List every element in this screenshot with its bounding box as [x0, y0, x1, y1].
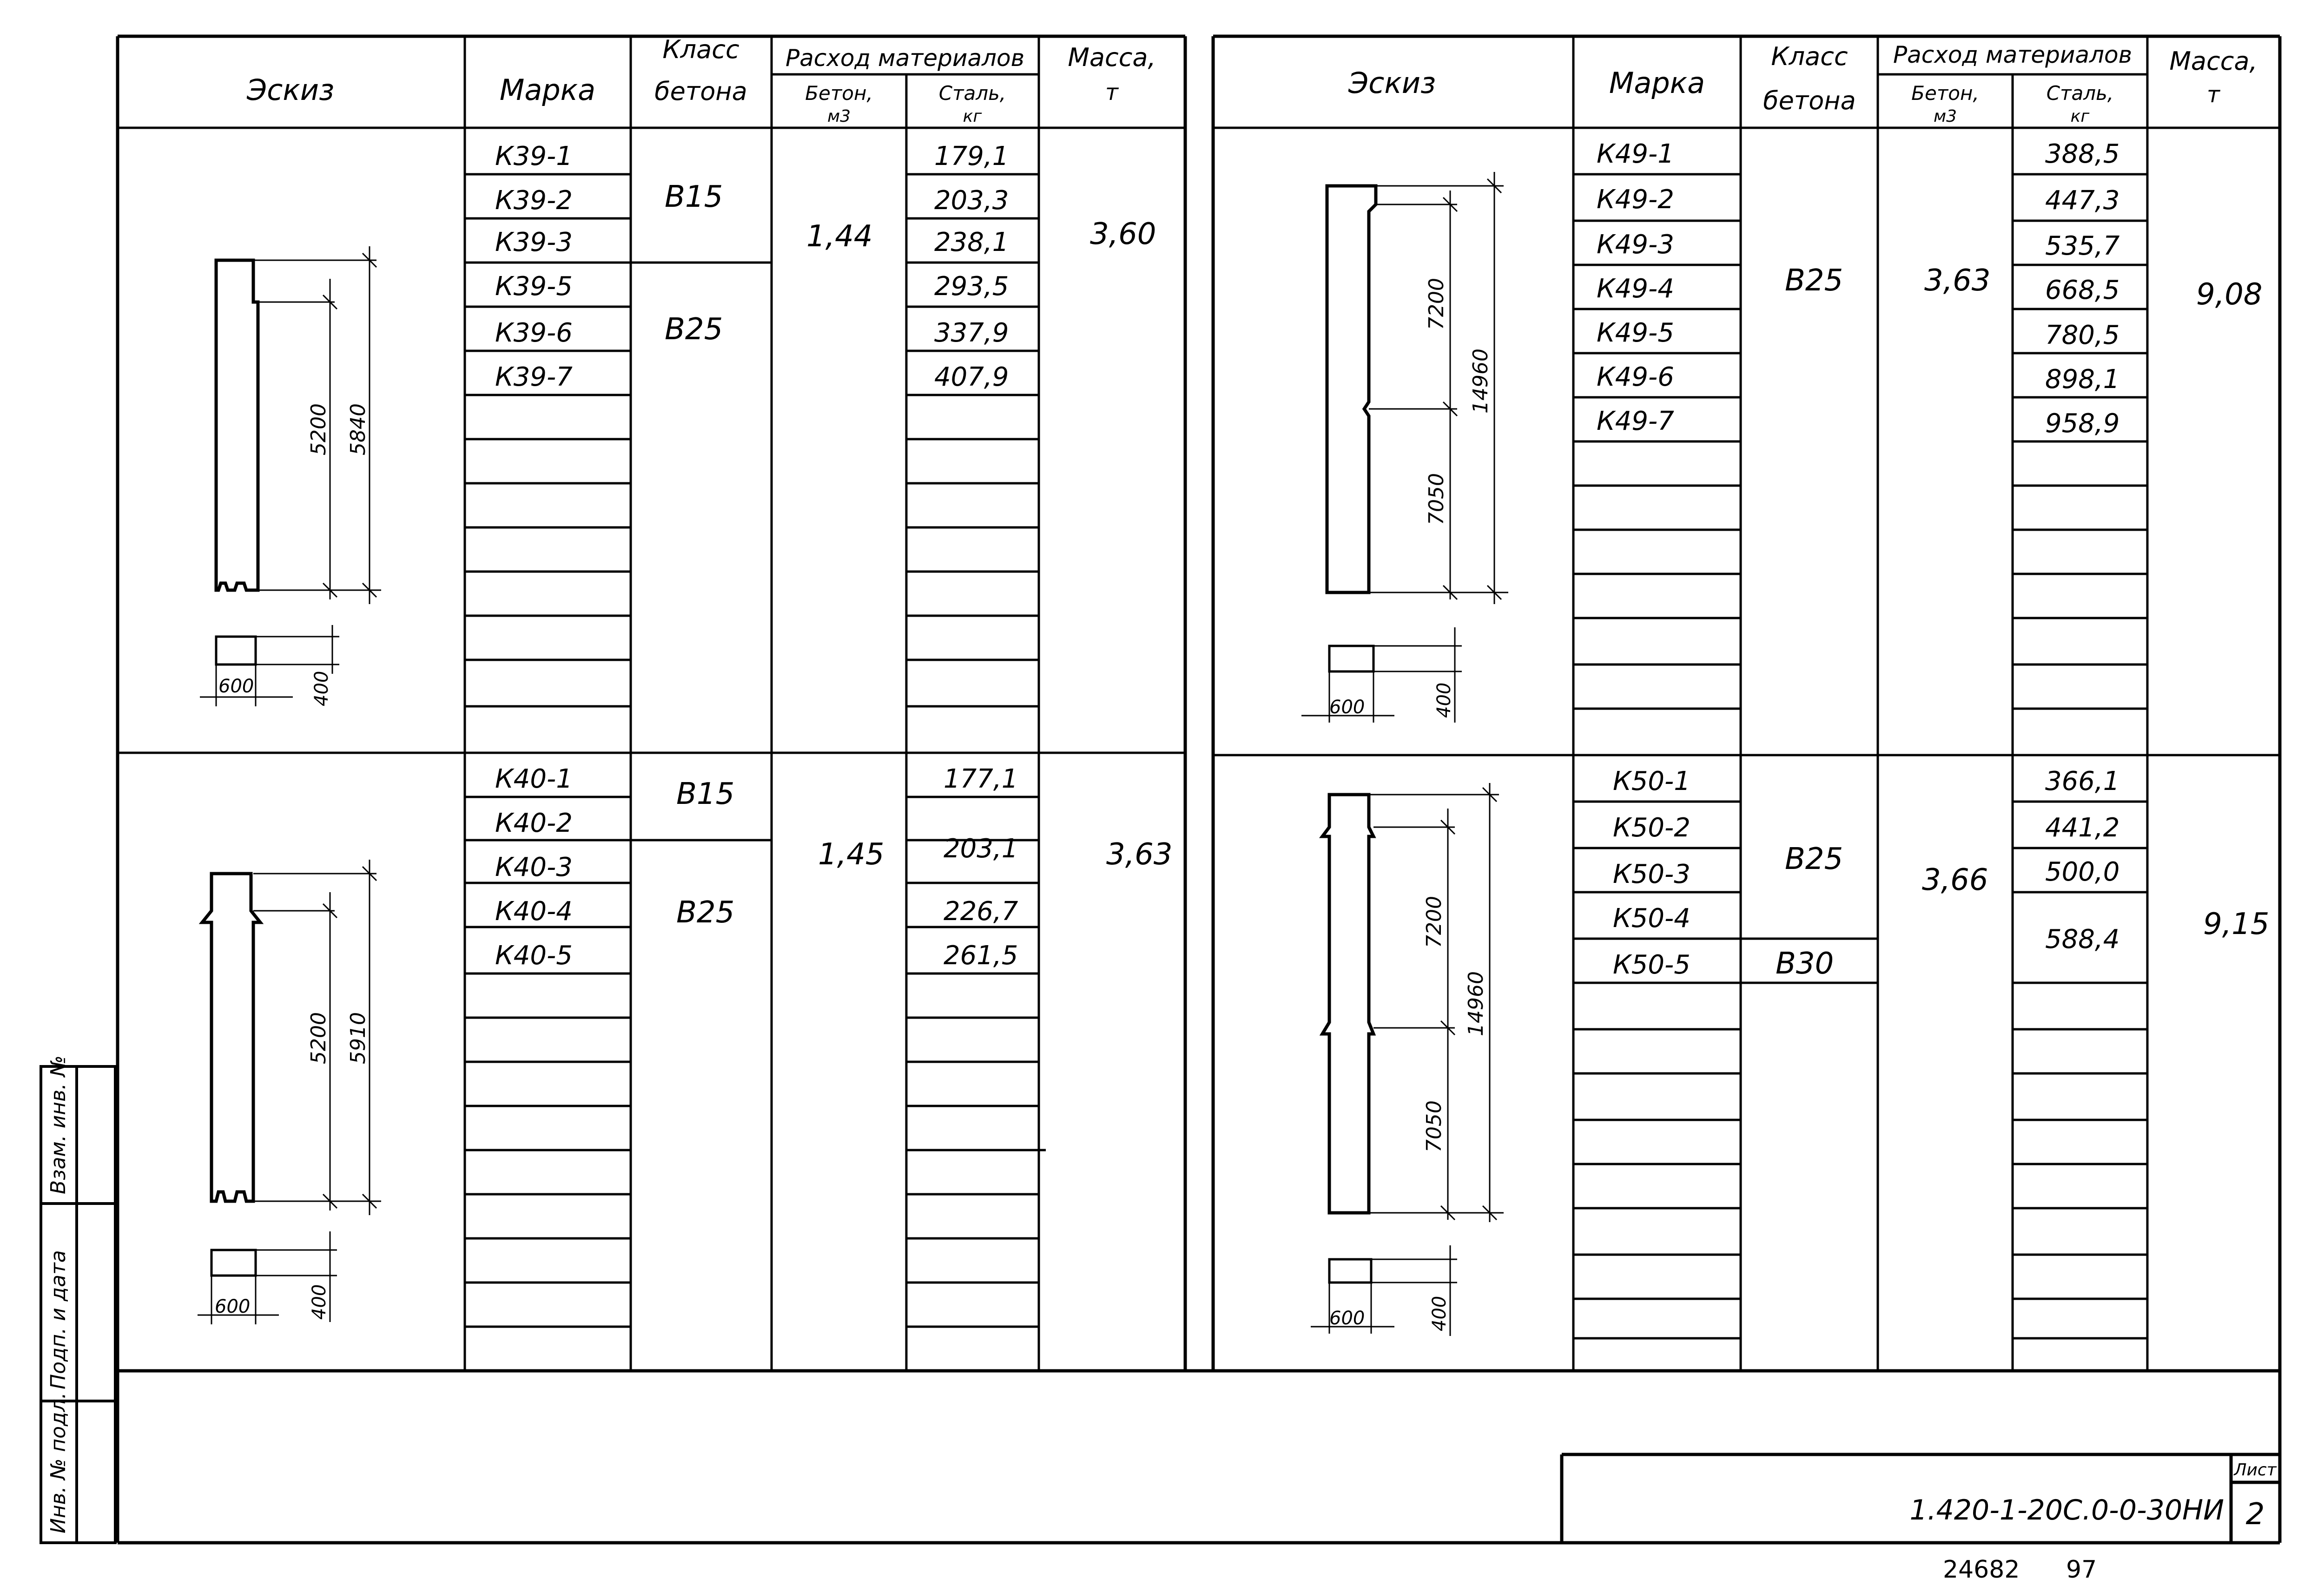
left-table-grid [118, 36, 1185, 1371]
steel-cell: 780,5 [2045, 320, 2120, 350]
mark-cell: К40-3 [495, 852, 573, 882]
mark-cell: К50-1 [1613, 766, 1690, 796]
mark-cell: К40-2 [495, 808, 573, 838]
dim-5840: 5840 [346, 403, 370, 455]
steel-cell: 958,9 [2045, 408, 2120, 439]
dim-7200: 7200 [1422, 896, 1446, 948]
steel-cell: 177,1 [944, 764, 1018, 794]
dim-600: 600 [215, 1296, 251, 1317]
outer-frame [118, 36, 2280, 1543]
right-group-2-rows [1613, 766, 2270, 981]
class-cell: B30 [1776, 947, 1834, 981]
page-number: 97 [2066, 1556, 2097, 1584]
dim-5910: 5910 [346, 1012, 370, 1064]
mark-cell: К50-2 [1613, 813, 1690, 843]
stamp-label-1: Инв. № подл. [46, 1392, 70, 1533]
class-cell: B15 [665, 180, 723, 214]
header-mark: Марка [1609, 66, 1705, 100]
mark-cell: К49-2 [1597, 184, 1674, 215]
steel-cell: 203,3 [934, 185, 1009, 216]
header-mark: Марка [499, 73, 596, 107]
right-group-1-rows [1597, 139, 2263, 439]
side-stamp-labels [46, 1055, 70, 1533]
header-mass: Масса, [1068, 43, 1156, 72]
steel-cell: 447,3 [2045, 185, 2120, 216]
mark-cell: К39-3 [495, 227, 573, 257]
steel-cell: 238,1 [934, 227, 1009, 257]
steel-cell: 226,7 [944, 896, 1018, 927]
header-concrete-unit: м3 [1933, 107, 1957, 126]
stamp-label-3: Взам. инв. № [46, 1055, 70, 1194]
header-sketch: Эскиз [1348, 66, 1436, 100]
steel-cell: 535,7 [2045, 231, 2120, 261]
mark-cell: К40-4 [495, 896, 573, 927]
header-steel-unit: кг [963, 107, 982, 126]
header-mass-unit: т [1105, 79, 1118, 105]
sketch-column-k39 [200, 246, 381, 706]
volume-cell: 1,44 [806, 219, 873, 254]
steel-cell: 898,1 [2045, 364, 2120, 395]
header-concrete: Бетон, [1911, 82, 1979, 105]
header-steel-unit: кг [2070, 107, 2090, 126]
mark-cell: К50-4 [1613, 903, 1690, 934]
sketch-column-k49 [1301, 172, 1508, 723]
steel-cell: 179,1 [934, 141, 1009, 171]
steel-cell: 668,5 [2045, 275, 2120, 305]
left-group-1-rows [495, 141, 1156, 392]
header-steel: Сталь, [938, 82, 1006, 105]
dim-14960: 14960 [1464, 971, 1488, 1036]
sketch-column-k40 [198, 860, 381, 1324]
class-cell: B25 [1785, 263, 1843, 298]
volume-cell: 1,45 [818, 837, 885, 872]
mark-cell: К49-3 [1597, 230, 1674, 260]
right-table-header [1348, 41, 2258, 126]
mass-cell: 9,08 [2196, 277, 2263, 312]
header-concrete: Бетон, [805, 82, 873, 105]
mark-cell: К39-6 [495, 318, 573, 348]
dim-7050: 7050 [1425, 473, 1448, 525]
steel-cell: 588,4 [2045, 924, 2120, 954]
mass-cell: 3,63 [1106, 837, 1173, 872]
dim-600: 600 [1329, 697, 1365, 718]
dim-7050: 7050 [1422, 1100, 1446, 1152]
header-class-1: Класс [662, 35, 739, 64]
header-mass: Масса, [2169, 46, 2258, 76]
dim-400: 400 [1429, 1296, 1450, 1331]
sheet-label: Лист [2234, 1460, 2277, 1480]
mark-cell: К39-5 [495, 271, 573, 302]
dim-7200: 7200 [1425, 278, 1448, 330]
dim-14960: 14960 [1469, 349, 1492, 414]
mark-cell: К49-1 [1597, 139, 1674, 169]
header-class-1: Класс [1771, 42, 1848, 71]
steel-cell: 500,0 [2045, 857, 2120, 887]
inventory-number: 24682 [1943, 1556, 2020, 1584]
class-cell: B25 [676, 895, 735, 930]
dim-5200: 5200 [307, 1012, 330, 1064]
mark-cell: К49-7 [1597, 406, 1674, 436]
mass-cell: 9,15 [2203, 907, 2270, 941]
volume-cell: 3,66 [1922, 863, 1988, 897]
mark-cell: К49-5 [1597, 318, 1674, 348]
header-class-2: бетона [654, 77, 747, 106]
mark-cell: К40-5 [495, 941, 573, 971]
sketch-column-k50 [1311, 783, 1504, 1336]
mark-cell: К39-1 [495, 141, 573, 171]
dim-600: 600 [218, 676, 254, 697]
mark-cell: К40-1 [495, 764, 573, 794]
stamp-label-2: Подп. и дата [46, 1250, 70, 1389]
steel-cell: 441,2 [2045, 813, 2120, 843]
dim-400: 400 [309, 1284, 330, 1320]
left-group-2-rows [495, 764, 1173, 971]
steel-cell: 293,5 [934, 271, 1009, 302]
dim-600: 600 [1329, 1308, 1365, 1329]
mark-cell: К50-5 [1613, 950, 1690, 980]
mark-cell: К39-7 [495, 362, 573, 392]
steel-cell: 261,5 [944, 941, 1018, 971]
volume-cell: 3,63 [1924, 263, 1991, 298]
header-materials: Расход материалов [785, 45, 1025, 72]
steel-cell: 203,1 [944, 834, 1018, 864]
class-cell: B25 [665, 312, 723, 347]
steel-cell: 366,1 [2045, 766, 2120, 796]
header-sketch: Эскиз [246, 73, 335, 107]
header-materials: Расход материалов [1893, 41, 2133, 68]
left-table-header [246, 35, 1156, 126]
header-concrete-unit: м3 [827, 107, 851, 126]
header-steel: Сталь, [2046, 82, 2114, 105]
mark-cell: К39-2 [495, 185, 573, 216]
class-cell: B15 [676, 777, 735, 811]
dim-5200: 5200 [307, 403, 330, 455]
dim-400: 400 [1433, 682, 1455, 718]
mark-cell: К49-6 [1597, 362, 1674, 392]
mark-cell: К49-4 [1597, 274, 1674, 304]
class-cell: B25 [1785, 842, 1843, 876]
dim-400: 400 [311, 671, 332, 706]
mark-cell: К50-3 [1613, 859, 1690, 889]
header-class-2: бетона [1763, 86, 1856, 115]
header-mass-unit: т [2207, 82, 2220, 108]
steel-cell: 407,9 [934, 362, 1009, 392]
sheet-number: 2 [2245, 1497, 2265, 1532]
document-code: 1.420-1-20С.0-0-30НИ [1909, 1494, 2224, 1526]
steel-cell: 337,9 [934, 318, 1009, 348]
steel-cell: 388,5 [2045, 139, 2120, 169]
mass-cell: 3,60 [1090, 217, 1156, 251]
